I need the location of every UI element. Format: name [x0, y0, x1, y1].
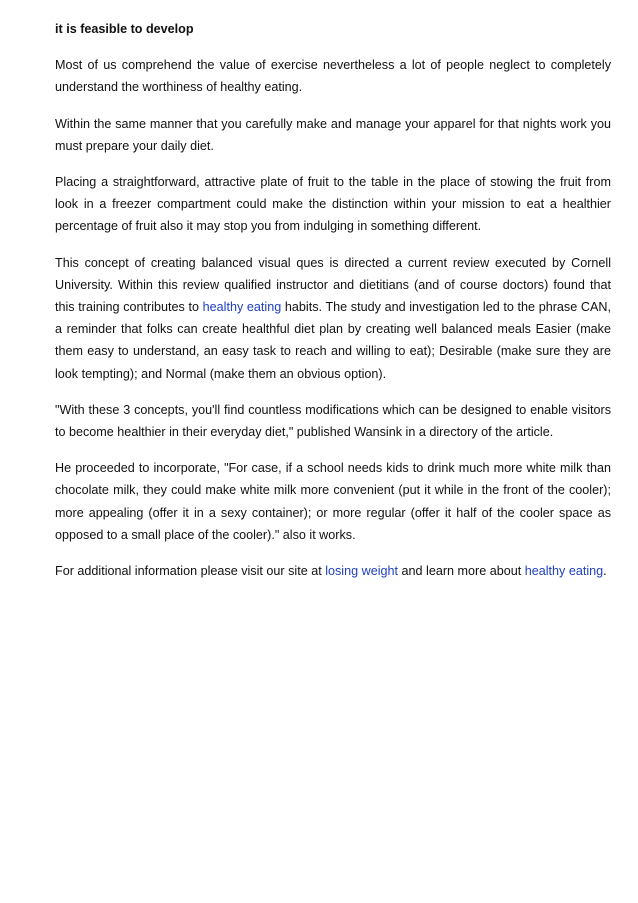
document-page	[55, 18, 611, 596]
paragraph	[55, 113, 611, 157]
paragraph	[55, 457, 611, 546]
paragraph-text: Within the same manner that you carefully make and manage your apparel for that nights work you must prepare your daily diet.	[55, 116, 611, 153]
paragraph	[55, 171, 611, 238]
inline-link[interactable]: healthy eating	[524, 564, 604, 579]
paragraph-text: "With these 3 concepts, you'll find countless modifications which can be designed to enable visitors to become healthier in their everyday diet," published Wansink in a directory of the article.	[55, 402, 611, 440]
paragraph	[55, 252, 611, 385]
inline-link[interactable]: losing weight	[325, 564, 399, 579]
paragraph-text: He proceeded to incorporate, "For case, if a school needs kids to drink much more white milk than chocolate milk, they could make white milk more convenient (put it while in the front of the cooler); more appealing (offer it in a sexy container); or more regular (offer it half of the cooler space as opposed to a small place of the cooler)." also it works.	[55, 461, 611, 542]
inline-link[interactable]: healthy eating	[202, 300, 282, 315]
paragraph-text: .	[603, 564, 607, 579]
paragraph-text: For additional information please visit our site at	[55, 564, 326, 579]
paragraph	[55, 399, 611, 443]
paragraph-text: habits. The study and investigation led to the phrase CAN, a reminder that folks can create healthful diet plan by creating well balanced meals Easier (make them easy to understand, an easy task to reach and willing to eat); Desirable (make sure they are look tempting); and Normal (make them an obvious option).	[55, 300, 611, 381]
paragraph-text: Placing a straightforward, attractive plate of fruit to the table in the place of stowing the fruit from look in a freezer compartment could make the distinction within your mission to eat a healthier percentage of fruit also it may stop you from indulging in something different.	[55, 175, 611, 234]
paragraph-text: and learn more about	[398, 564, 525, 579]
paragraph	[55, 560, 611, 582]
document-title: it is feasible to develop	[55, 22, 194, 36]
paragraph	[55, 54, 611, 98]
document-body	[55, 54, 611, 582]
paragraph-text: Most of us comprehend the value of exercise nevertheless a lot of people neglect to completely understand the worthiness of healthy eating.	[55, 58, 611, 95]
paragraph-text: This concept of creating balanced visual ques is directed a current review executed by Cornell University. Within this review qualified instructor and dietitians (and of course doctors) found that this training contributes to	[55, 255, 611, 315]
